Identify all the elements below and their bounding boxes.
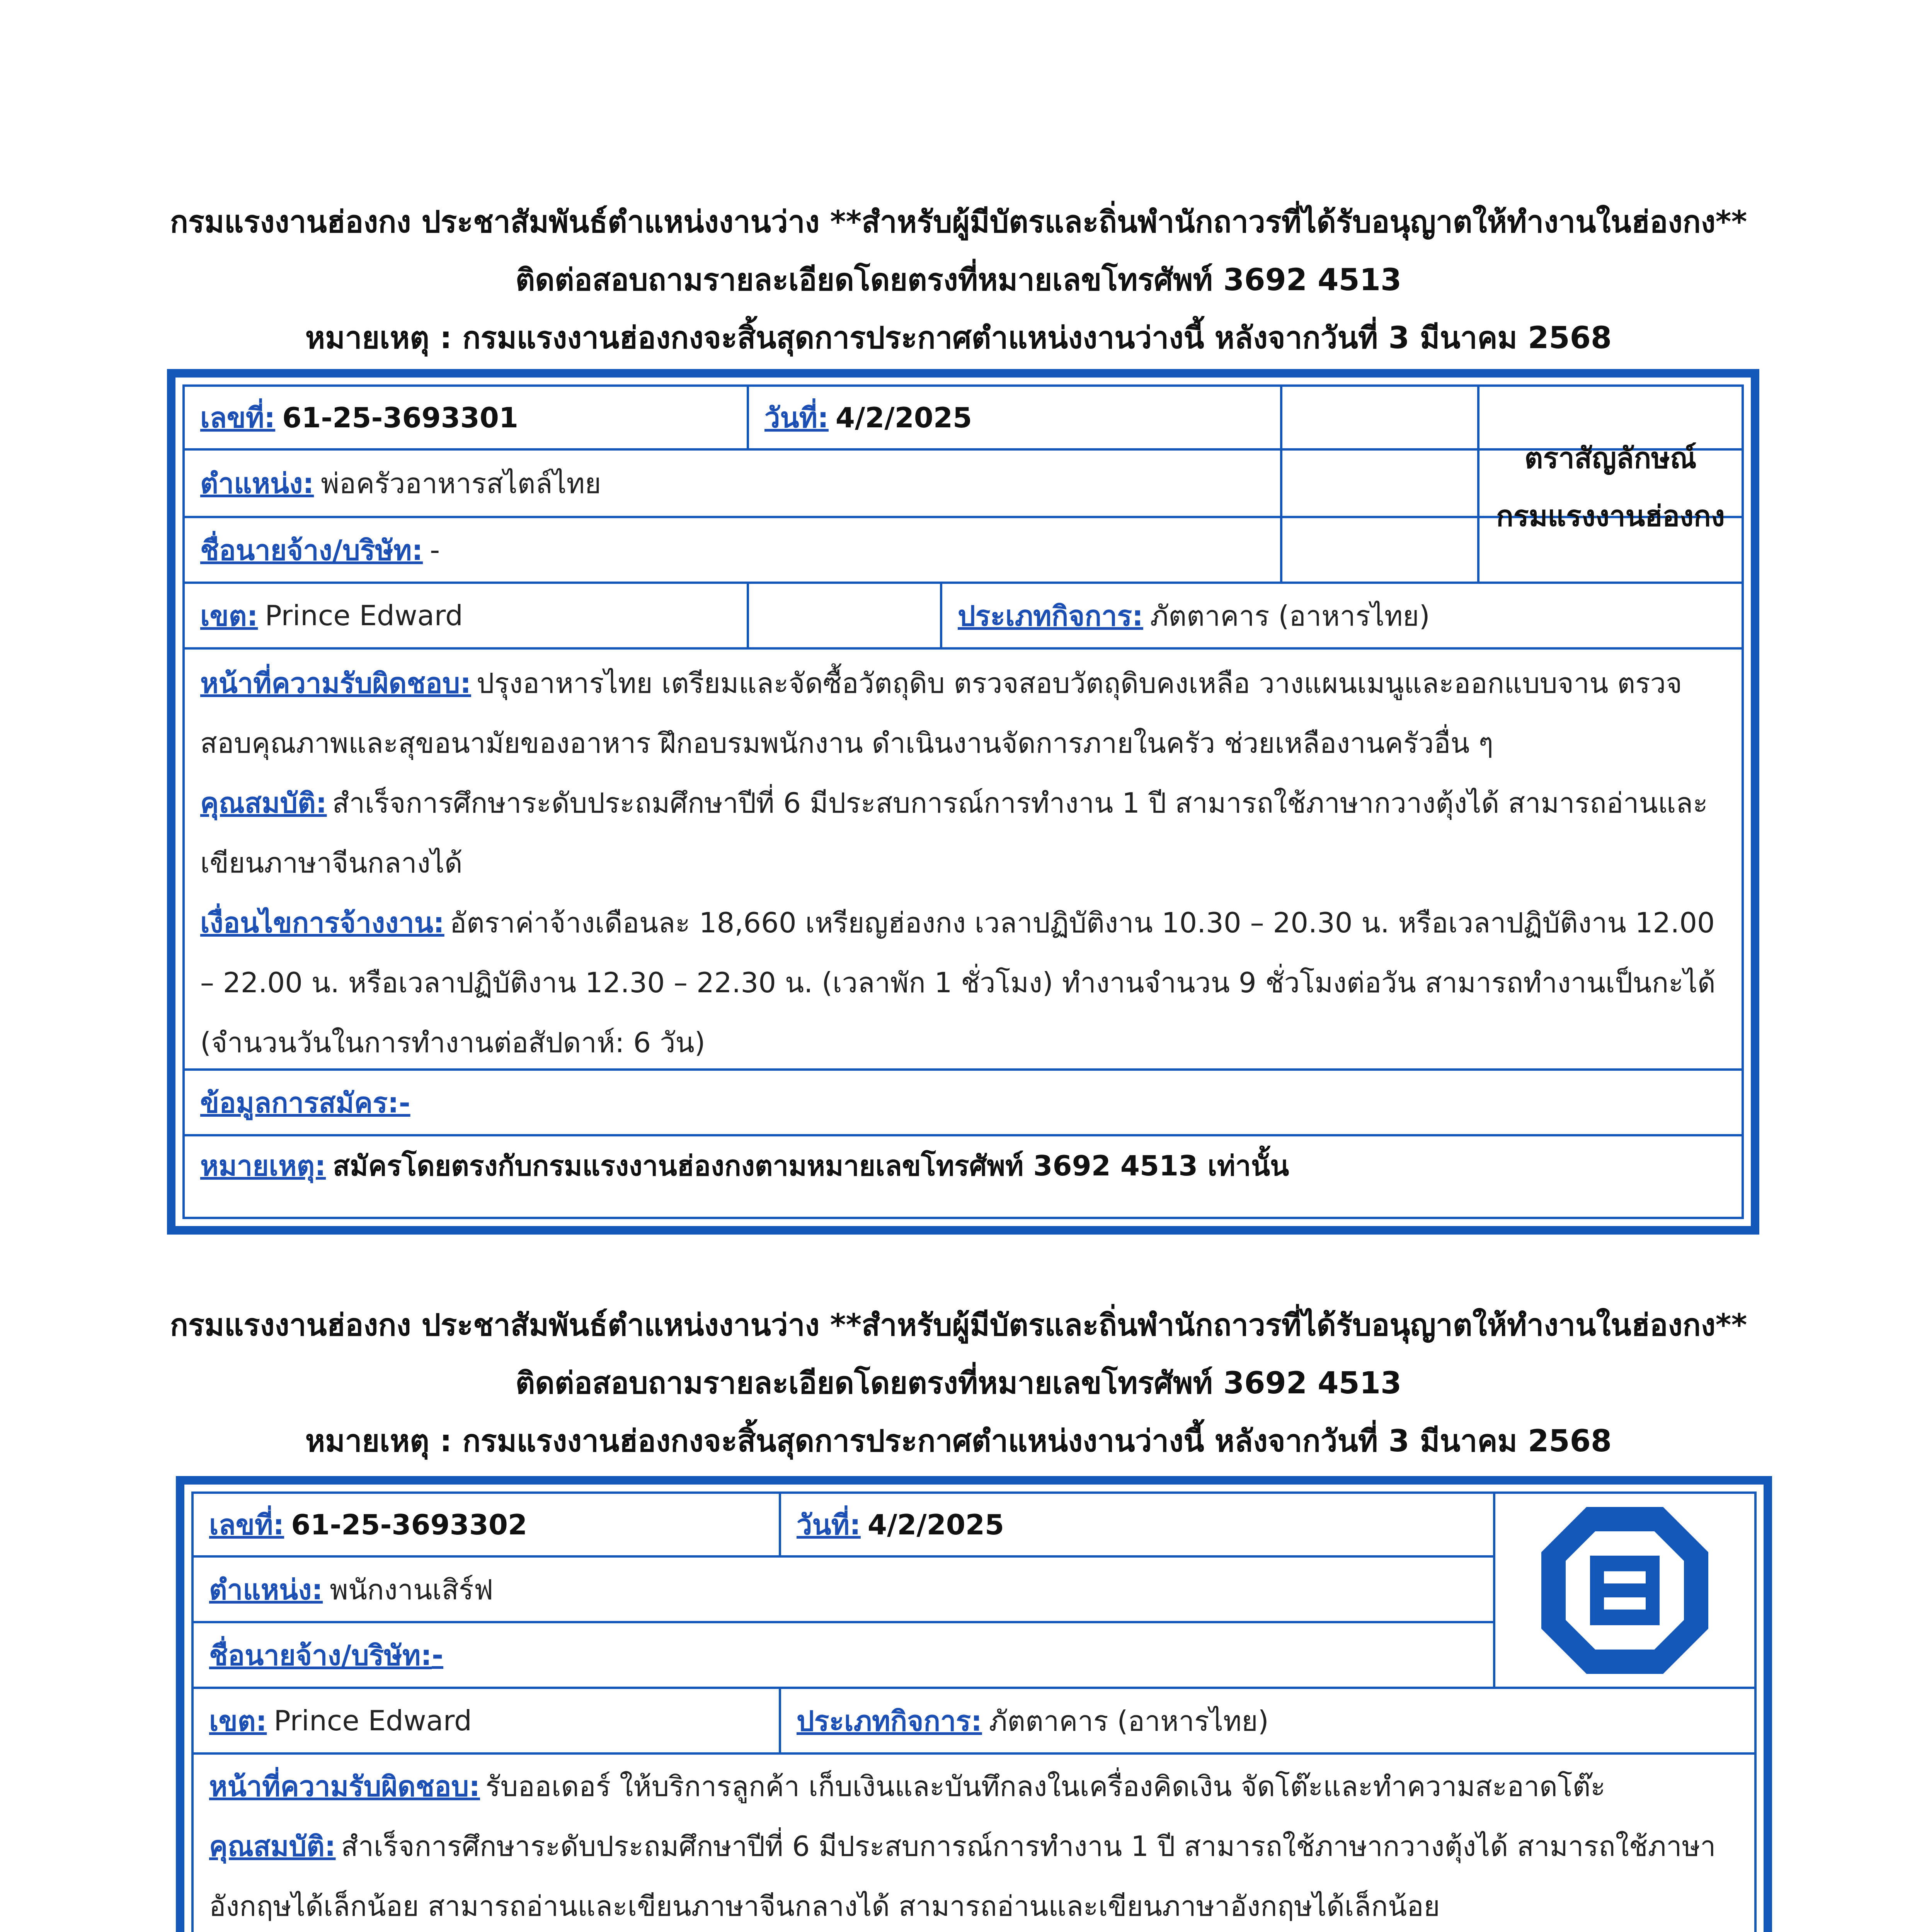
header-contact: ติดต่อสอบถามรายละเอียดโดยตรงที่หมายเลขโทรศัพท์ 3692 4513 — [515, 1366, 1402, 1401]
job-position-label: ตำแหน่ง: — [209, 1573, 323, 1606]
employer-cell — [185, 518, 1282, 582]
application-info-label: ข้อมูลการสมัคร:- — [200, 1086, 410, 1119]
logo-caption-line1: ตราสัญลักษณ์ — [1524, 442, 1697, 475]
empty-cell — [1282, 451, 1479, 516]
employer-value: - — [430, 534, 440, 566]
conditions-paragraph — [200, 893, 1730, 1073]
logo-cell — [1495, 1494, 1754, 1689]
duties-label: หน้าที่ความรับผิดชอบ: — [209, 1770, 480, 1803]
application-info-cell — [185, 1071, 1742, 1134]
row-remark — [185, 1136, 1742, 1194]
job-date-label: วันที่: — [764, 401, 829, 434]
job-date-value: 4/2/2025 — [867, 1508, 1004, 1541]
remark-cell — [185, 1136, 1742, 1194]
row-position — [194, 1558, 1495, 1623]
employer-value: - — [432, 1639, 443, 1671]
header-contact: ติดต่อสอบถามรายละเอียดโดยตรงที่หมายเลขโทรศัพท์ 3692 4513 — [515, 263, 1402, 298]
remark-label: หมายเหตุ: — [200, 1149, 326, 1182]
job-number-value: 61-25-3693301 — [282, 401, 519, 434]
job-position-value: พ่อครัวอาหารสไตล์ไทย — [321, 467, 601, 500]
job-number-cell — [194, 1494, 781, 1555]
details-block — [194, 1755, 1754, 1932]
qualifications-label: คุณสมบัติ: — [200, 787, 327, 819]
conditions-value: อัตราค่าจ้างเดือนละ 18,660 เหรียญฮ่องกง เวลาปฏิบัติงาน 10.30 – 20.30 น. หรือเวลาปฏิบัติงาน 12.00 – 22.00 น. หรือเวลาปฏิบัติงาน 12.30 – 22.30 น. (เวลาพัก 1 ชั่วโมง) ทำงานจำนวน 9 ชั่วโมงต่อวัน สามารถทำงานเป็นกะได้ (จำนวนวันในการทำงานต่อสัปดาห์: 6 วัน) — [200, 906, 1716, 1059]
row-number-date — [194, 1494, 1495, 1558]
job-number-label: เลขที่: — [209, 1509, 284, 1541]
row-district — [194, 1689, 1754, 1755]
business-type-label: ประเภทกิจการ: — [958, 599, 1143, 632]
job-position-cell — [185, 451, 1282, 516]
job-card-inner — [191, 1492, 1757, 1932]
row-district — [185, 584, 1742, 650]
district-label: เขต: — [209, 1704, 267, 1737]
notice-header-2 — [147, 1296, 1770, 1470]
empty-cell — [749, 584, 942, 647]
duties-paragraph — [209, 1757, 1743, 1816]
job-date-value: 4/2/2025 — [835, 401, 972, 434]
qualifications-label: คุณสมบัติ: — [209, 1830, 336, 1862]
job-number-label: เลขที่: — [200, 401, 276, 434]
empty-cell — [1282, 518, 1479, 582]
job-card-1 — [167, 369, 1759, 1235]
duties-value: ปรุงอาหารไทย เตรียมและจัดซื้อวัตถุดิบ ตรวจสอบวัตถุดิบคงเหลือ วางแผนเมนูและออกแบบจาน ตรวจสอบคุณภาพและสุขอนามัยของอาหาร ฝึกอบรมพนักงาน ดำเนินงานจัดการภายในครัว ช่วยเหลืองานครัวอื่น ๆ — [200, 667, 1682, 759]
duties-paragraph — [200, 653, 1730, 773]
remark-value: สมัครโดยตรงกับกรมแรงงานฮ่องกงตามหมายเลขโทรศัพท์ 3692 4513 เท่านั้น — [333, 1149, 1289, 1182]
business-type-value: ภัตตาคาร (อาหารไทย) — [1150, 599, 1430, 632]
district-label: เขต: — [200, 599, 258, 632]
job-card-inner — [182, 384, 1744, 1219]
job-position-value: พนักงานเสิร์ฟ — [330, 1573, 494, 1606]
header-note: หมายเหตุ : กรมแรงงานฮ่องกงจะสิ้นสุดการประกาศตำแหน่งงานว่างนี้ หลังจากวันที่ 3 มีนาคม 2568 — [305, 321, 1612, 355]
logo-placeholder-cell — [1479, 387, 1742, 584]
district-cell — [185, 584, 749, 647]
employer-label: ชื่อนายจ้าง/บริษัท: — [209, 1639, 432, 1672]
business-type-label: ประเภทกิจการ: — [797, 1704, 982, 1737]
details-block — [185, 650, 1742, 1071]
job-date-cell — [781, 1494, 1495, 1555]
business-type-cell — [942, 584, 1742, 647]
conditions-label: เงื่อนไขการจ้างงาน: — [200, 906, 444, 939]
notice-header-1 — [147, 193, 1770, 367]
district-value: Prince Edward — [274, 1704, 472, 1737]
job-number-value: 61-25-3693302 — [291, 1508, 528, 1541]
logo-caption-line2: กรมแรงงานฮ่องกง — [1496, 500, 1725, 533]
header-note: หมายเหตุ : กรมแรงงานฮ่องกงจะสิ้นสุดการประกาศตำแหน่งงานว่างนี้ หลังจากวันที่ 3 มีนาคม 2568 — [305, 1424, 1612, 1459]
qualifications-value: สำเร็จการศึกษาระดับประถมศึกษาปีที่ 6 มีประสบการณ์การทำงาน 1 ปี สามารถใช้ภาษากวางตุ้งได้ สามารถใช้ภาษาอังกฤษได้เล็กน้อย สามารถอ่านและเขียนภาษาจีนกลางได้ สามารถอ่านและเขียนภาษาอังกฤษได้เล็กน้อย — [209, 1830, 1716, 1922]
business-type-cell — [781, 1689, 1754, 1752]
header-title: กรมแรงงานฮ่องกง ประชาสัมพันธ์ตำแหน่งงานว่าง **สำหรับผู้มีบัตรและถิ่นพำนักถาวรที่ได้รับอนุญาตให้ทำงานในฮ่องกง** — [170, 205, 1747, 240]
row-application — [185, 1071, 1742, 1136]
row-employer — [194, 1623, 1495, 1689]
employer-label: ชื่อนายจ้าง/บริษัท: — [200, 534, 423, 566]
job-position-cell — [194, 1558, 1495, 1621]
district-value: Prince Edward — [265, 599, 463, 632]
district-cell — [194, 1689, 781, 1752]
job-position-label: ตำแหน่ง: — [200, 467, 314, 500]
qualifications-paragraph — [200, 773, 1730, 893]
job-date-label: วันที่: — [797, 1509, 861, 1541]
header-title: กรมแรงงานฮ่องกง ประชาสัมพันธ์ตำแหน่งงานว่าง **สำหรับผู้มีบัตรและถิ่นพำนักถาวรที่ได้รับอนุญาตให้ทำงานในฮ่องกง** — [170, 1308, 1747, 1343]
job-number-cell — [185, 387, 749, 448]
duties-value: รับออเดอร์ ให้บริการลูกค้า เก็บเงินและบันทึกลงในเครื่องคิดเงิน จัดโต๊ะและทำความสะอาดโต๊ะ — [485, 1770, 1606, 1803]
job-date-cell — [749, 387, 1282, 448]
job-card-2 — [176, 1476, 1772, 1932]
duties-label: หน้าที่ความรับผิดชอบ: — [200, 667, 471, 699]
business-type-value: ภัตตาคาร (อาหารไทย) — [989, 1704, 1269, 1737]
qualifications-paragraph — [209, 1816, 1743, 1932]
labour-department-logo-icon — [1538, 1503, 1712, 1677]
empty-cell — [1282, 387, 1479, 448]
employer-cell — [194, 1623, 1495, 1687]
qualifications-value: สำเร็จการศึกษาระดับประถมศึกษาปีที่ 6 มีประสบการณ์การทำงาน 1 ปี สามารถใช้ภาษากวางตุ้งได้ สามารถอ่านและเขียนภาษาจีนกลางได้ — [200, 787, 1708, 879]
